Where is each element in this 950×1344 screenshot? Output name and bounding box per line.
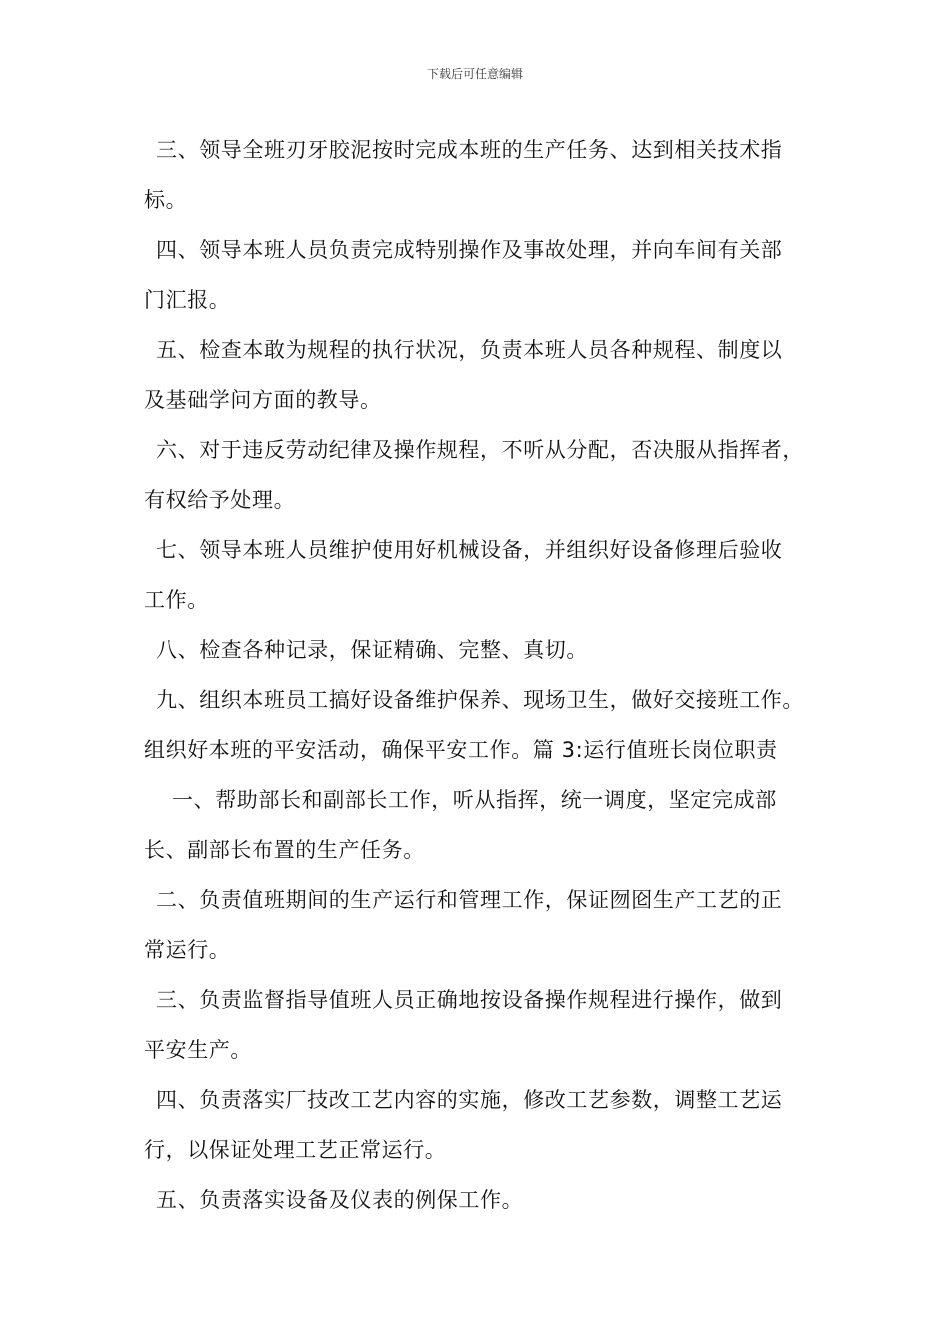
paragraph-line-11: 八、检查各种记录，保证精确、完整、真切。 <box>156 638 588 662</box>
paragraph-line-8: 有权给予处理。 <box>144 488 296 512</box>
paragraph-line-20: 四、负责落实厂技改工艺内容的实施，修改工艺参数，调整工艺运 <box>156 1088 783 1112</box>
paragraph-line-7: 六、对于违反劳动纪律及操作规程，不听从分配，否决服从指挥者， <box>156 438 804 462</box>
paragraph-line-18: 三、负责监督指导值班人员正确地按设备操作规程进行操作，做到 <box>156 988 783 1012</box>
paragraph-line-9: 七、领导本班人员维护使用好机械设备，并组织好设备修理后验收 <box>156 538 783 562</box>
paragraph-line-6: 及基础学问方面的教导。 <box>144 388 382 412</box>
paragraph-line-13: 组织好本班的平安活动，确保平安工作。篇 3:运行值班长岗位职责 <box>144 738 778 762</box>
paragraph-line-15: 长、副部长布置的生产任务。 <box>144 838 425 862</box>
paragraph-line-5: 五、检查本敢为规程的执行状况，负责本班人员各种规程、制度以 <box>156 338 783 362</box>
paragraph-line-4: 门汇报。 <box>144 288 231 312</box>
paragraph-line-14: 一、帮助部长和副部长工作，听从指挥，统一调度，坚定完成部 <box>172 788 777 812</box>
paragraph-line-19: 平安生产。 <box>144 1038 252 1062</box>
paragraph-line-10: 工作。 <box>144 588 209 612</box>
paragraph-line-21: 行，以保证处理工艺正常运行。 <box>144 1138 447 1162</box>
paragraph-line-16: 二、负责值班期间的生产运行和管理工作，保证囫囵生产工艺的正 <box>156 888 783 912</box>
paragraph-line-3: 四、领导本班人员负责完成特别操作及事故处理，并向车间有关部 <box>156 238 783 262</box>
paragraph-line-2: 标。 <box>144 188 188 212</box>
page-header-note: 下载后可任意编辑 <box>426 67 523 81</box>
paragraph-line-12: 九、组织本班员工搞好设备维护保养、现场卫生，做好交接班工作。 <box>156 688 804 712</box>
paragraph-line-17: 常运行。 <box>144 938 231 962</box>
paragraph-line-22: 五、负责落实设备及仪表的例保工作。 <box>156 1188 524 1212</box>
paragraph-line-1: 三、领导全班刃牙胶泥按时完成本班的生产任务、达到相关技术指 <box>156 138 783 162</box>
